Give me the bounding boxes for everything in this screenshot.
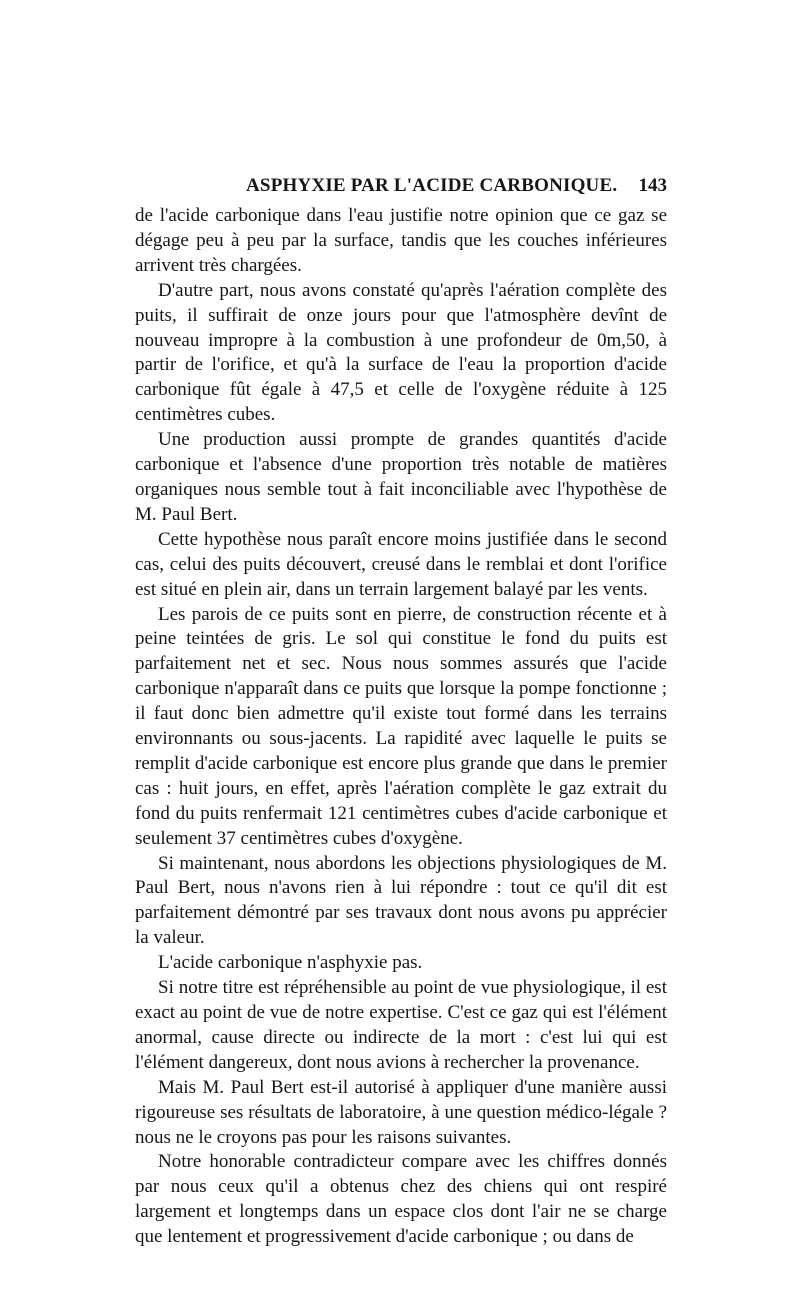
paragraph: Si notre titre est répréhensible au point de vue physiologique, il est exact au point de vue de notre expertise. C'est ce gaz qui est l'élément anormal, cause directe ou indirecte de la mort : c'est lui qui est l'élément dangereux, dont nous avions à rechercher la provenance. xyxy=(135,977,667,1073)
paragraph: Mais M. Paul Bert est-il autorisé à appliquer d'une manière aussi rigoureuse ses résultats de laboratoire, à une question médico-légale ? nous ne le croyons pas pour les raisons suivantes. xyxy=(135,1076,667,1148)
paragraph: Les parois de ce puits sont en pierre, de construction récente et à peine teintées de gris. Le sol qui constitue le fond du puits est parfaitement net et sec. Nous nous sommes assurés que l'acide carbonique n'apparaît dans ce puits que lorsque la pompe fonctionne ; il faut donc bien admettre qu'il existe tout formé dans les terrains environnants ou sous-jacents. La rapidité avec laquelle le puits se remplit d'acide carbonique est encore plus grande que dans le premier cas : huit jours, en effet, après l'aération complète le gaz extrait du fond du puits renfermait 121 centimètres cubes d'acide carbonique et seulement 37 centimètres cubes d'oxygène. xyxy=(135,603,667,849)
body-text xyxy=(135,204,667,1250)
page-number: 143 xyxy=(638,175,667,196)
running-title: ASPHYXIE PAR L'ACIDE CARBONIQUE. xyxy=(246,175,618,196)
paragraph: L'acide carbonique n'asphyxie pas. xyxy=(158,952,423,974)
page-header xyxy=(135,171,667,203)
paragraph: Notre honorable contradicteur compare avec les chiffres donnés par nous ceux qu'il a obtenus chez des chiens qui ont respiré largement et longtemps dans un espace clos dont l'air ne se charge que lentement et progressivement d'acide carbonique ; ou dans de xyxy=(135,1151,667,1248)
paragraph: Cette hypothèse nous paraît encore moins justifiée dans le second cas, celui des puits découvert, creusé dans le remblai et dont l'orifice est situé en plein air, dans un terrain largement balayé par les vents. xyxy=(135,528,667,600)
paragraph: Si maintenant, nous abordons les objections physiologiques de M. Paul Bert, nous n'avons rien à lui répondre : tout ce qu'il dit est parfaitement démontré par ses travaux dont nous avons pu apprécier la valeur. xyxy=(135,852,667,949)
paragraph: D'autre part, nous avons constaté qu'après l'aération complète des puits, il suffirait de onze jours pour que l'atmosphère devînt de nouveau impropre à la combustion à une profondeur de 0m,50, à partir de l'orifice, et qu'à la surface de l'eau la proportion d'acide carbonique fût égale à 47,5 et celle de l'oxygène réduite à 125 centimètres cubes. xyxy=(135,279,667,426)
paragraph: Une production aussi prompte de grandes quantités d'acide carbonique et l'absence d'une proportion très notable de matières organiques nous semble tout à fait inconciliable avec l'hypothèse de M. Paul Bert. xyxy=(135,429,667,525)
paragraph: de l'acide carbonique dans l'eau justifie notre opinion que ce gaz se dégage peu à peu par la surface, tandis que les couches inférieures arrivent très chargées. xyxy=(135,205,667,276)
